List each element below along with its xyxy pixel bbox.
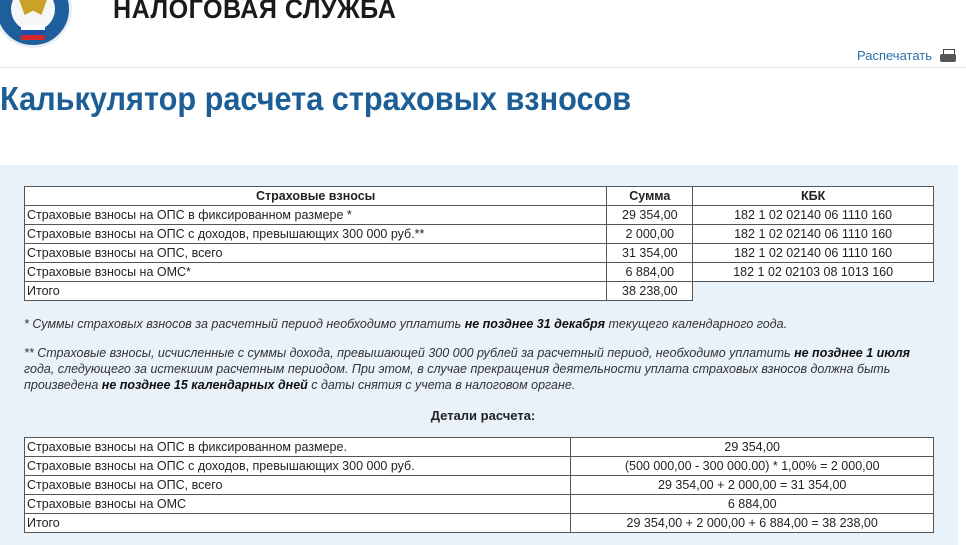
- detail-name: Итого: [25, 514, 571, 533]
- row-name: Страховые взносы на ОПС с доходов, превышающих 300 000 руб.**: [25, 225, 607, 244]
- row-name: Страховые взносы на ОПС, всего: [25, 244, 607, 263]
- row-amount: 29 354,00: [607, 206, 693, 225]
- flag-icon: [21, 25, 45, 41]
- table-row: [25, 438, 934, 457]
- table-header-row: [25, 187, 934, 206]
- page-title: Калькулятор расчета страховых взносов: [0, 80, 632, 117]
- row-name: Страховые взносы на ОПС в фиксированном размере *: [25, 206, 607, 225]
- print-link[interactable]: [857, 48, 956, 63]
- note-text: ** Страховые взносы, исчисленные с суммы дохода, превышающей 300 000 рублей за расчетный период, необходимо уплатить: [24, 346, 795, 360]
- detail-value: 6 884,00: [571, 495, 934, 514]
- note-deadline: не позднее 31 декабря: [464, 317, 606, 331]
- footnote-2: [24, 345, 939, 393]
- row-name: Итого: [25, 282, 607, 301]
- note-text: года, следующего за истекшим расчетным периодом. При этом, в случае прекращения деятельности уплата страховых взносов должна быть произведена: [24, 362, 891, 392]
- detail-name: Страховые взносы на ОМС: [25, 495, 571, 514]
- detail-name: Страховые взносы на ОПС, всего: [25, 476, 571, 495]
- detail-value: 29 354,00 + 2 000,00 + 6 884,00 = 38 238,00: [571, 514, 934, 533]
- row-kbk: 182 1 02 02140 06 1110 160: [693, 225, 934, 244]
- column-header: КБК: [693, 187, 934, 206]
- total-row: [25, 282, 934, 301]
- row-amount: 2 000,00: [607, 225, 693, 244]
- row-amount: 38 238,00: [607, 282, 693, 301]
- details-title: Детали расчета:: [430, 408, 536, 423]
- printer-icon[interactable]: [940, 49, 956, 63]
- row-name: Страховые взносы на ОМС*: [25, 263, 607, 282]
- row-amount: 6 884,00: [607, 263, 693, 282]
- total-row: [25, 514, 934, 533]
- table-row: [25, 263, 934, 282]
- header-divider: [0, 67, 966, 68]
- table-row: [25, 244, 934, 263]
- print-label[interactable]: Распечатать: [856, 48, 932, 63]
- agency-name: НАЛОГОВАЯ СЛУЖБА: [113, 0, 397, 24]
- details-table: [24, 437, 934, 533]
- row-kbk: 182 1 02 02140 06 1110 160: [693, 244, 934, 263]
- note-text: * Суммы страховых взносов за расчетный период необходимо уплатить: [24, 317, 465, 331]
- summary-table: [24, 186, 934, 301]
- table-row: [25, 476, 934, 495]
- table-row: [25, 225, 934, 244]
- note-deadline: не позднее 15 календарных дней: [101, 378, 308, 392]
- emblem-logo[interactable]: [0, 0, 72, 48]
- detail-value: 29 354,00: [571, 438, 934, 457]
- row-kbk: 182 1 02 02103 08 1013 160: [693, 263, 934, 282]
- column-header: Сумма: [607, 187, 693, 206]
- row-amount: 31 354,00: [607, 244, 693, 263]
- detail-value: (500 000,00 - 300 000.00) * 1,00% = 2 000,00: [571, 457, 934, 476]
- detail-name: Страховые взносы на ОПС в фиксированном размере.: [25, 438, 571, 457]
- column-header: Страховые взносы: [25, 187, 607, 206]
- note-deadline: не позднее 1 июля: [794, 346, 911, 360]
- table-row: [25, 206, 934, 225]
- note-text: текущего календарного года.: [605, 317, 788, 331]
- row-kbk: [693, 282, 934, 301]
- table-row: [25, 457, 934, 476]
- note-text: с даты снятия с учета в налоговом органе.: [307, 378, 576, 392]
- detail-name: Страховые взносы на ОПС с доходов, превышающих 300 000 руб.: [25, 457, 571, 476]
- detail-value: 29 354,00 + 2 000,00 = 31 354,00: [571, 476, 934, 495]
- table-row: [25, 495, 934, 514]
- row-kbk: 182 1 02 02140 06 1110 160: [693, 206, 934, 225]
- footnote-1: [24, 316, 944, 332]
